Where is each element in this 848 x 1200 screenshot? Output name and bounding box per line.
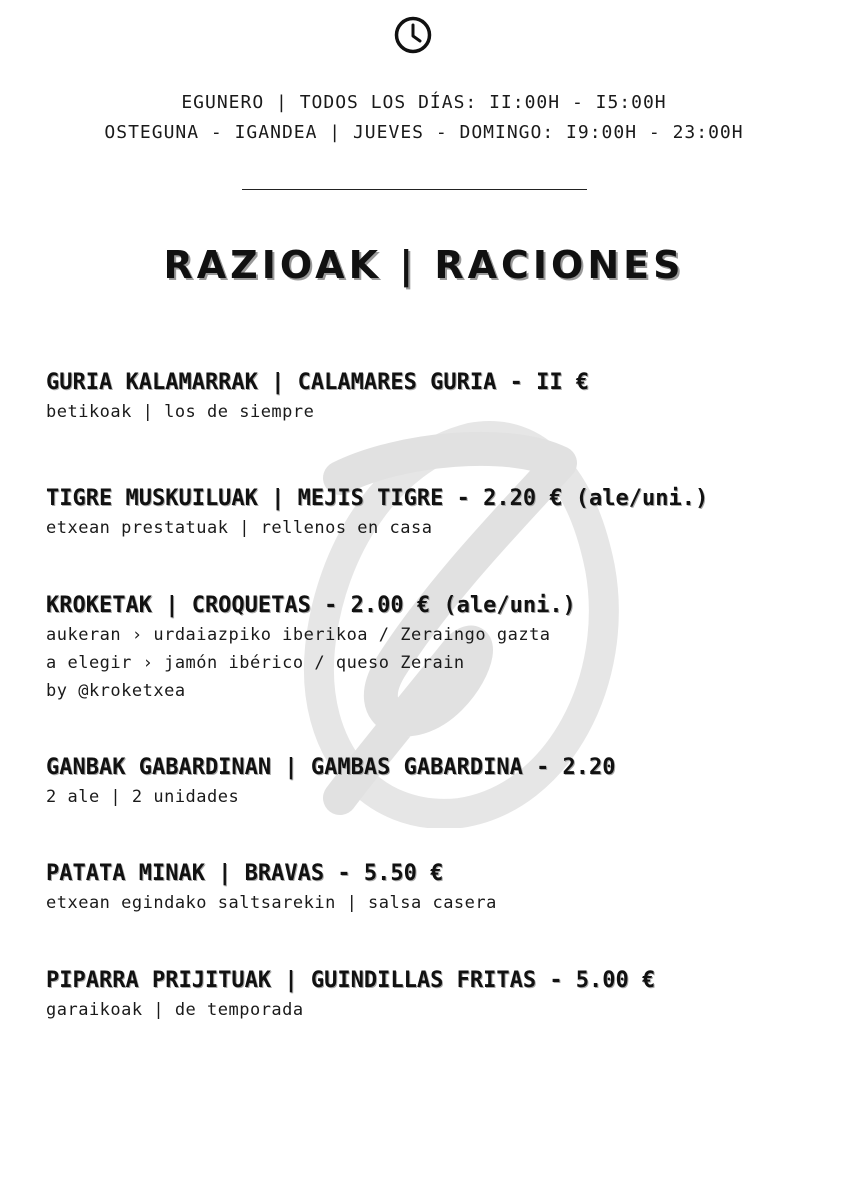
hours-line-daily: EGUNERO | TODOS LOS DÍAS: II:00H - I5:00H [181, 92, 667, 113]
item-desc: etxean egindako saltsarekin | salsa casera [46, 893, 497, 913]
item-name: GANBAK GABARDINAN | GAMBAS GABARDINA - 2.20 [46, 755, 616, 780]
menu-item-calamares [46, 368, 589, 426]
item-desc: 2 ale | 2 unidades [46, 787, 240, 807]
clock-icon [393, 15, 433, 55]
item-desc: betikoak | los de siempre [46, 402, 315, 422]
item-name: GURIA KALAMARRAK | CALAMARES GURIA - II € [46, 370, 590, 395]
opening-hours [0, 88, 848, 148]
menu-item-croquetas [46, 591, 576, 705]
section-title: RAZIOAK | RACIONES [163, 243, 685, 287]
item-desc: etxean prestatuak | rellenos en casa [46, 518, 433, 538]
divider [242, 189, 587, 190]
item-name: PIPARRA PRIJITUAK | GUINDILLAS FRITAS - 5.00 € [46, 968, 656, 993]
item-name: TIGRE MUSKUILUAK | MEJIS TIGRE - 2.20 € (ale/uni.) [46, 486, 709, 511]
hours-line-weekend: OSTEGUNA - IGANDEA | JUEVES - DOMINGO: I9:00H - 23:00H [104, 122, 744, 143]
menu-item-gambas [46, 753, 616, 811]
menu-item-guindillas [46, 966, 655, 1024]
menu-item-bravas [46, 859, 497, 917]
menu-item-mejis [46, 484, 708, 542]
item-desc: by @kroketxea [46, 681, 186, 701]
item-name: PATATA MINAK | BRAVAS - 5.50 € [46, 861, 444, 886]
item-desc: a elegir › jamón ibérico / queso Zerain [46, 653, 465, 673]
item-desc: aukeran › urdaiazpiko iberikoa / Zeraingo gazta [46, 625, 551, 645]
item-name: KROKETAK | CROQUETAS - 2.00 € (ale/uni.) [46, 593, 576, 618]
item-desc: garaikoak | de temporada [46, 1000, 304, 1020]
